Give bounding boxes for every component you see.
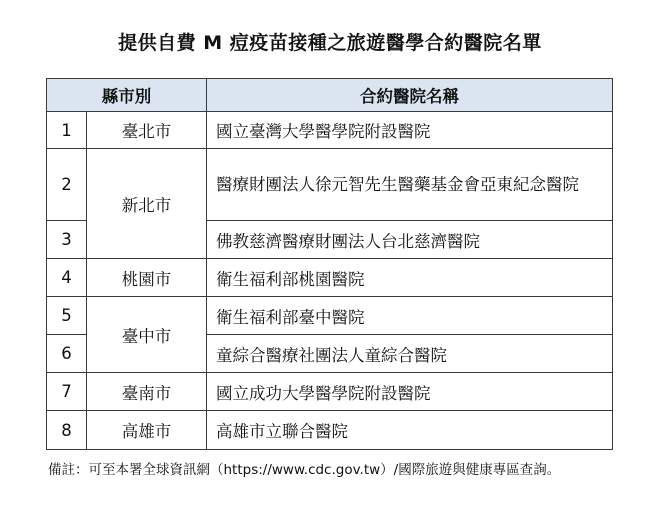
header-hospital: 合約醫院名稱 [207,79,613,112]
row-number: 2 [47,149,87,221]
table-row [47,259,613,297]
hospital-cell: 國立臺灣大學醫學院附設醫院 [207,112,613,149]
city-cell: 高雄市 [87,411,207,450]
hospital-cell: 國立成功大學醫學院附設醫院 [207,373,613,411]
row-number: 1 [47,112,87,149]
hospital-cell: 衛生福利部桃園醫院 [207,259,613,297]
row-number: 7 [47,373,87,411]
row-number: 4 [47,259,87,297]
row-number: 5 [47,297,87,335]
table-row [47,411,613,450]
city-cell: 臺南市 [87,373,207,411]
hospital-cell: 童綜合醫療社團法人童綜合醫院 [207,335,613,373]
header-city: 縣市別 [47,79,207,112]
hospital-cell: 衛生福利部臺中醫院 [207,297,613,335]
hospital-table [46,78,613,450]
hospital-cell: 高雄市立聯合醫院 [207,411,613,450]
row-number: 6 [47,335,87,373]
footnote: 備註：可至本署全球資訊網（https://www.cdc.gov.tw）/國際旅遊與健康專區查詢。 [48,462,561,478]
hospital-cell: 佛教慈濟醫療財團法人台北慈濟醫院 [207,221,613,259]
city-cell: 臺北市 [87,112,207,149]
table-row [47,297,613,335]
table-row [47,112,613,149]
table-header-row [47,79,613,112]
table-row [47,373,613,411]
table-row [47,149,613,221]
hospital-cell: 醫療財團法人徐元智先生醫藥基金會亞東紀念醫院 [207,149,613,221]
row-number: 8 [47,411,87,450]
city-cell: 臺中市 [87,297,207,373]
city-cell: 新北市 [87,149,207,259]
city-cell: 桃園市 [87,259,207,297]
page-title: 提供自費 M 痘疫苗接種之旅遊醫學合約醫院名單 [118,32,542,54]
row-number: 3 [47,221,87,259]
